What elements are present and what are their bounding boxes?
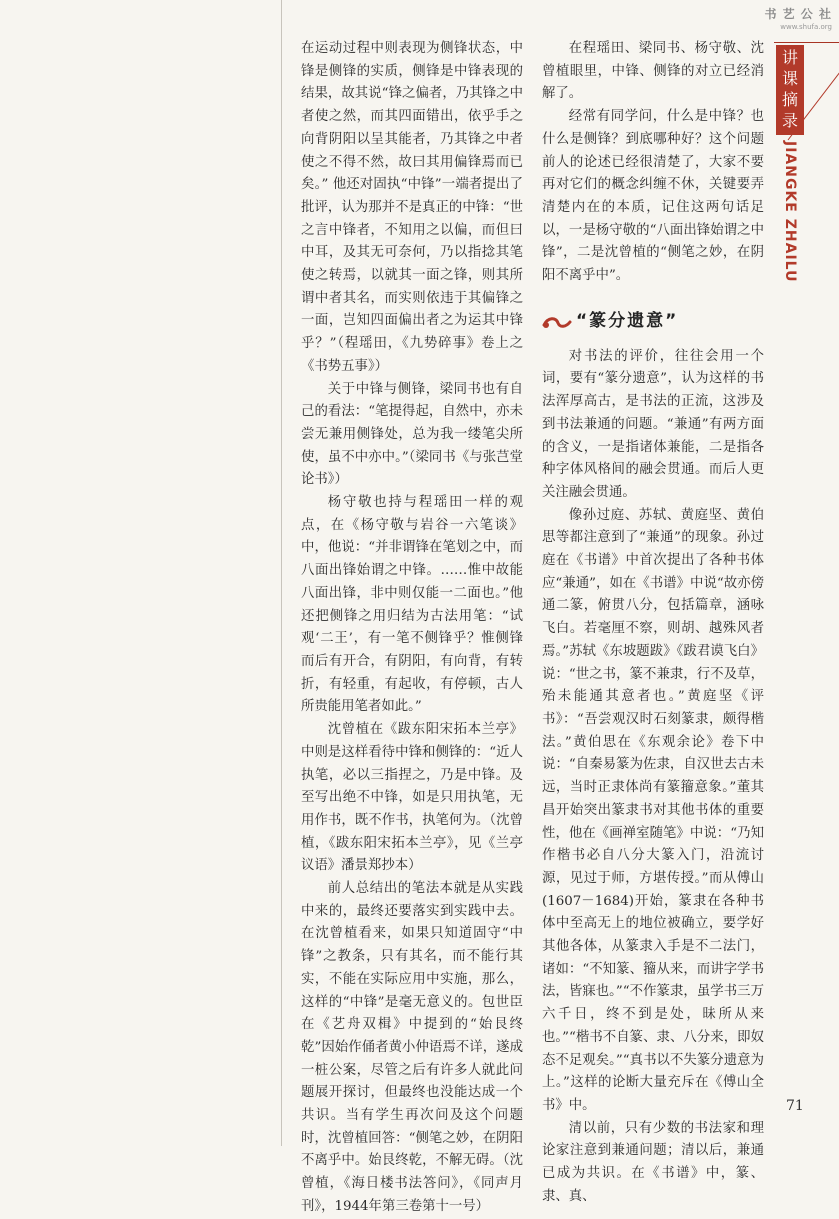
left-text-column (301, 38, 523, 1219)
sidebar-char: 课 (781, 69, 798, 88)
body-paragraph: 杨守敬也持与程瑶田一样的观点，在《杨守敬与岩谷一六笔谈》中，他说：“并非谓锋在笔划之中，而八面出锋始谓之中锋。……惟中故能八面出锋，非中则仅能一二面也。”他还把侧锋之用归结为古法用笔：“试观‘二王’，有一笔不侧锋乎？惟侧锋而后有开合，有阴阳，有向背，有转折，有轻重，有起收，有停顿，古人所贵能用笔者如此。” (301, 495, 523, 715)
sidebar-char: 讲 (781, 48, 798, 67)
body-paragraph: 在运动过程中则表现为侧锋状态，中锋是侧锋的实质，侧锋是中锋表现的结果，故其说“锋之偏者，乃其锋之中者使之然，而其四面错出，依乎手之向背阴阳以呈其能者，乃其锋之中者使之不得不然，故曰其用偏锋焉而已矣。” 他还对固执“中锋”一端者提出了批评，认为那并不是真正的中锋：“世之言中锋者，不知用之以偏，而但曰中耳，及其无可奈何，乃以指捻其笔使之转焉，以就其一面之锋，则其所谓中者其名，而实则依违于其偏锋之一面，岂知四面偏出者之为运其中锋乎？”（程瑶田，《九势碎事》卷上之《书势五事》） (301, 41, 523, 374)
sidebar-label-cn (776, 45, 804, 135)
section-sidebar (776, 45, 804, 291)
body-paragraph: 像孙过庭、苏轼、黄庭坚、黄伯思等都注意到了“兼通”的现象。孙过庭在《书谱》中首次提出了各种书体应“兼通”，如在《书谱》中说“故亦傍通二篆，俯贯八分，包括篇章，涵咏飞白。若毫厘不察，则胡、越殊风者焉。”苏轼《东坡题跋》《跋君谟飞白》说：“世之书，篆不兼隶，行不及草，殆未能通其意者也。”黄庭坚《评书》：“吾尝观汉时石刻篆隶，颇得楷法。”黄伯思在《东观余论》卷下中说：“自秦易篆为佐隶，自汉世去古未远，当时正隶体尚有篆籀意象。”董其昌开始突出篆隶书对其他书体的重要性，他在《画禅室随笔》中说：“乃知作楷书必自八分大篆入门，沿流讨源，见过于师，方堪传授。”而从傅山(1607－1684)开始，篆隶在各种书体中至高无上的地位被确立，要学好其他各体，从篆隶入手是不二法门，诸如：“不知篆、籀从来，而讲字学书法，皆寐也。”“不作篆隶，虽学书三万六千日，终不到是处，昧所从来也。”“楷书不自篆、隶、八分来，即奴态不足观矣。”“真书以不失篆分遗意为上。”这样的论断大量充斥在《傅山全书》中。 (542, 507, 764, 1113)
sidebar-char: 摘 (781, 90, 798, 109)
logo-url: www.shufa.org (780, 23, 832, 31)
sidebar-label-en: JIANGKE ZHAILU (782, 141, 798, 283)
body-paragraph: 前人总结出的笔法本就是从实践中来的，最终还要落实到实践中去。在沈曾植看来，如果只知道固守“中锋”之教条，只有其名，而不能行其实，不能在实际应用中实施，那么，这样的“中锋”是毫无意义的。包世臣在《艺舟双楫》中提到的“始艮终乾”因始作俑者黄小仲语焉不详，遂成一桩公案，尽管之后有许多人就此问题展开探讨，但最终也没能达成一个共识。当有学生再次问及这个问题时，沈曾植回答：“侧笔之妙，在阴阳不离乎中。始艮终乾，不解无碍。（沈曾植，《海日楼书法答问》，《同声月刊》，1944年第三卷第十一号） (301, 881, 523, 1214)
body-paragraph: 对书法的评价，往往会用一个词，要有“篆分遗意”，认为这样的书法浑厚高古，是书法的正流，这涉及到书法兼通的问题。“兼通”有两方面的含义，一是指诸体兼能，二是指各种字体风格间的融会贯通。而后人更关注融会贯通。 (542, 348, 764, 500)
sidebar-label-en-wrap (776, 141, 804, 291)
section-heading-text: “篆分遗意” (576, 311, 679, 332)
section-heading (542, 304, 764, 340)
logo-mark: 书 艺 公 社 (764, 7, 832, 21)
right-text-column (542, 38, 764, 1208)
page-number: 71 (786, 1098, 804, 1114)
body-paragraph: 关于中锋与侧锋，梁同书也有自己的看法：“笔提得起，自然中，亦未尝无兼用侧锋处，总为我一缕笔尖所使，虽不中亦中。”（梁同书《与张芑堂论书》） (301, 381, 523, 488)
sidebar-char: 录 (781, 111, 798, 130)
body-paragraph: 清以前，只有少数的书法家和理论家注意到兼通问题；清以后，兼通已成为共识。在《书谱》中，篆、隶、真、 (542, 1120, 764, 1204)
body-paragraph: 沈曾植在《跋东阳宋拓本兰亭》中则是这样看待中锋和侧锋的：“近人执笔，必以三指捏之，乃是中锋。及至写出绝不中锋，如是只用执笔，无用作书，既不作书，执笔何为。（沈曾植，《跋东阳宋拓本兰亭》，见《兰亭议语》潘景郑抄本） (301, 722, 523, 874)
swirl-ornament-icon (542, 313, 572, 331)
decorative-top-rule (774, 42, 839, 43)
body-paragraph: 在程瑶田、梁同书、杨守敬、沈曾植眼里，中锋、侧锋的对立已经消解了。 (542, 41, 764, 102)
page-edge-line (281, 0, 282, 1146)
body-paragraph: 经常有同学问，什么是中锋？也什么是侧锋？到底哪种好？这个问题前人的论述已经很清楚了，大家不要再对它们的概念纠缠不休，关键要弄清楚内在的本质，记住这两句话足以，一是杨守敬的“八面出锋始谓之中锋”，二是沈曾植的“侧笔之妙，在阴阳不离乎中”。 (542, 109, 764, 284)
